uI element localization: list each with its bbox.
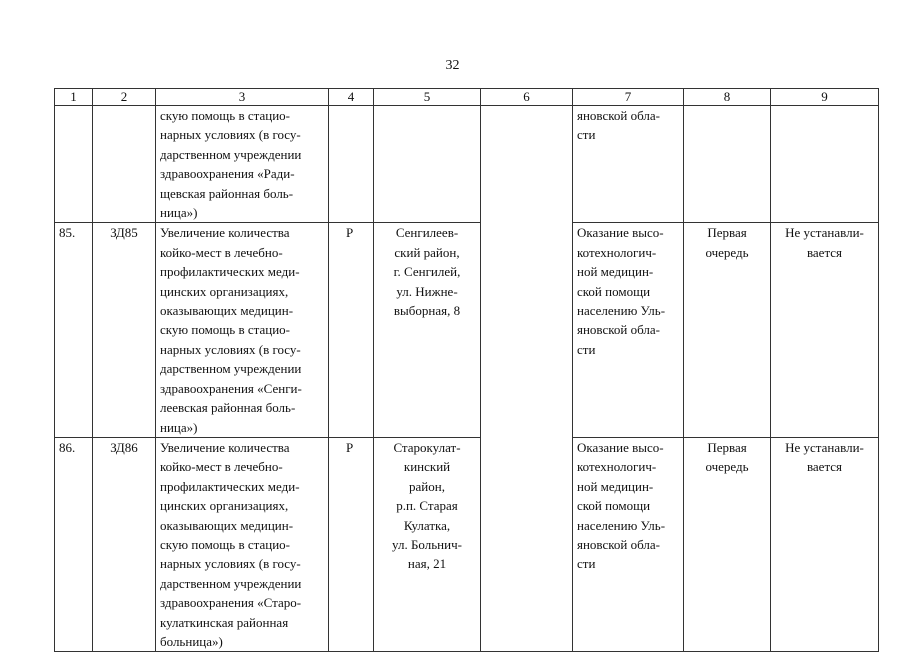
text-line: здравоохранения «Старо- [160,595,302,611]
text-line: район, [409,478,445,494]
cell-purpose [573,223,684,437]
text-line: Первая [707,439,747,455]
cell-code: ЗД85 [93,223,156,437]
text-line: ная, 21 [407,556,447,572]
text-line: населению Уль- [577,303,666,319]
text-line: Кулатка, [403,517,451,533]
text-line: ница») [160,419,198,435]
text-line: оказывающих медицин- [160,303,294,319]
cell-num [55,106,93,223]
cell-num: 86. [55,437,93,651]
text-line: койко-мест в лечебно- [160,244,283,260]
page-number: 32 [445,58,460,73]
text-line: вается [806,459,843,475]
text-line: ной медицин- [577,264,654,280]
text-line: щевская районная боль- [160,185,294,201]
column-header: 8 [684,89,771,106]
text-line: нарных условиях (в госу- [160,341,301,357]
column-header: 4 [329,89,374,106]
text-line: очередь [705,459,749,475]
cell-type [329,106,374,223]
text-line: яновской обла- [577,536,661,552]
text-line: профилактических меди- [160,264,300,280]
cell-description [156,437,329,651]
text-line: скую помощь в стацио- [160,108,290,123]
text-line: ул. Больнич- [392,536,462,552]
text-line: яновской обла- [577,322,661,338]
column-header: 2 [93,89,156,106]
text-line: Первая [707,225,747,241]
column-number-header [55,89,879,106]
text-line: ул. Нижне- [396,283,458,299]
cell-num: 85. [55,223,93,437]
text-line: Сенгилеев- [395,225,459,241]
text-line: дарственном учреждении [160,146,302,162]
text-line: цинских организациях, [160,283,289,299]
text-line: ной медицин- [577,478,654,494]
cell-type: Р [329,223,374,437]
cell-limit [771,223,879,437]
cell-limit [771,106,879,223]
table-row-continuation [55,106,879,223]
text-line: дарственном учреждении [160,575,302,591]
text-line: ский район, [394,244,460,260]
text-line: больница») [160,633,223,649]
text-line: ской помощи [577,498,651,514]
column-header: 9 [771,89,879,106]
objects-table [54,88,879,652]
cell-code [93,106,156,223]
text-line: дарственном учреждении [160,361,302,377]
text-line: койко-мест в лечебно- [160,459,283,475]
text-line: Увеличение количества [160,439,290,455]
text-line: здравоохранения «Ради- [160,166,295,182]
text-line: выборная, 8 [393,303,461,319]
text-line: р.п. Старая [396,498,458,514]
text-line: Не устанавли- [785,225,864,241]
text-line: Оказание высо- [577,439,664,455]
text-line: леевская районная боль- [160,400,296,416]
table-row [55,437,879,651]
text-line: профилактических меди- [160,478,300,494]
column-header: 1 [55,89,93,106]
text-line: очередь [705,244,749,260]
text-line: г. Сенгилей, [393,264,461,280]
text-line: Оказание высо- [577,225,664,241]
cell-description [156,106,329,223]
cell-description [156,223,329,437]
text-line: ской помощи [577,283,651,299]
text-line: населению Уль- [577,517,666,533]
text-line: сти [577,341,596,357]
text-line: скую помощь в стацио- [160,322,290,338]
column-header: 6 [481,89,573,106]
text-line: оказывающих медицин- [160,517,294,533]
text-line: Старокулат- [393,439,461,455]
cell-location [374,106,481,223]
cell-location [374,437,481,651]
cell-purpose [573,106,684,223]
column-header: 3 [156,89,329,106]
text-line: цинских организациях, [160,498,289,514]
cell-col6 [481,106,573,652]
column-header: 7 [573,89,684,106]
text-line: Увеличение количества [160,225,290,241]
table-row [55,223,879,437]
text-line: здравоохранения «Сенги- [160,380,302,396]
cell-code: ЗД86 [93,437,156,651]
text-line: ница») [160,205,198,221]
text-line: сти [577,127,596,143]
cell-queue [684,223,771,437]
cell-type: Р [329,437,374,651]
cell-queue [684,106,771,223]
column-header: 5 [374,89,481,106]
text-line: кинский [403,459,451,475]
text-line: кулаткинская районная [160,614,289,630]
text-line: котехнологич- [577,459,657,475]
text-line: котехнологич- [577,244,657,260]
text-line: нарных условиях (в госу- [160,556,301,572]
text-line: вается [806,244,843,260]
cell-purpose [573,437,684,651]
cell-location [374,223,481,437]
text-line: яновской обла- [577,108,661,123]
text-line: Не устанавли- [785,439,864,455]
text-line: скую помощь в стацио- [160,536,290,552]
cell-queue [684,437,771,651]
text-line: сти [577,556,596,572]
text-line: нарных условиях (в госу- [160,127,301,143]
cell-limit [771,437,879,651]
